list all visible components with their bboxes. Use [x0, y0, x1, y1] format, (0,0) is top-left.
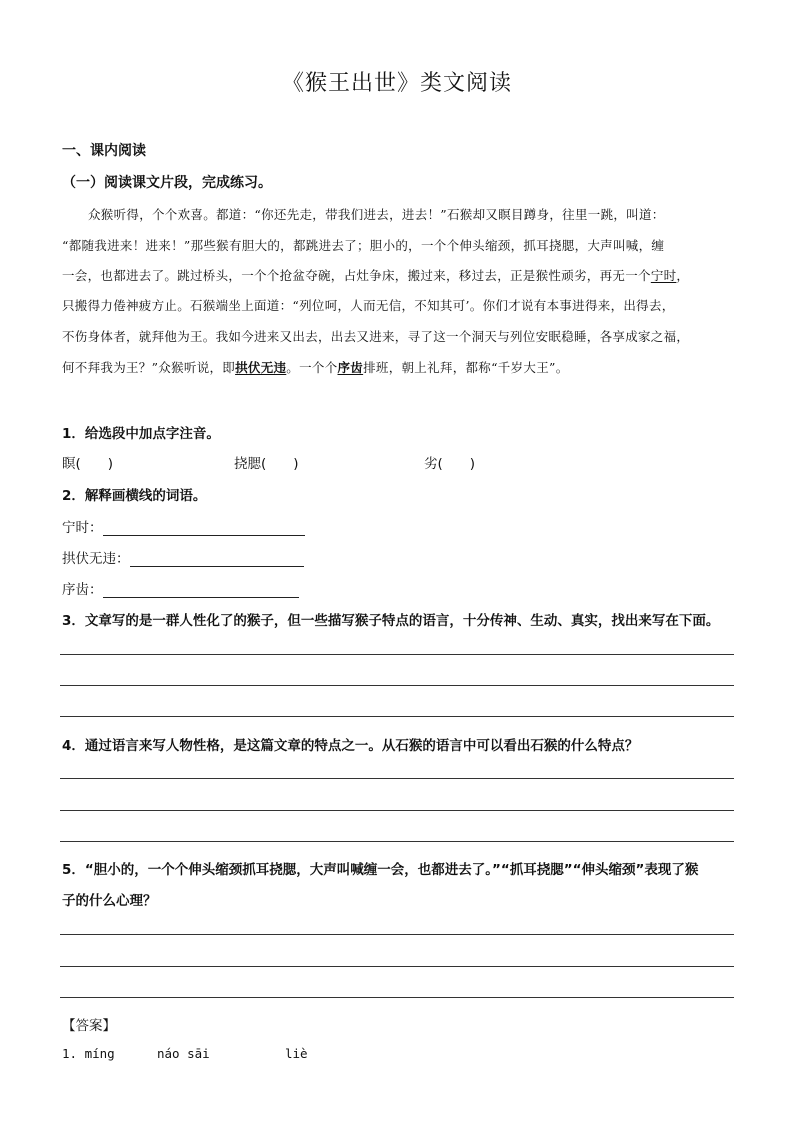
passage-text: ，: [676, 268, 690, 283]
answer-entry: liè: [285, 1046, 308, 1061]
underlined-word: 拱伏无违: [235, 360, 287, 375]
answer-line[interactable]: [60, 810, 734, 811]
answer-entry: náo sāi: [157, 1046, 210, 1061]
answer-line[interactable]: [60, 685, 734, 686]
passage-line: 众猴听得，个个欢喜。都道：“你还先走，带我们进去，进去！”石猴却又瞑目蹲身，往里一跳，叫道：: [88, 207, 665, 222]
answer-line[interactable]: [60, 934, 734, 935]
definition-label: 序齿：: [62, 582, 103, 598]
section-heading: 一、课内阅读: [62, 143, 146, 159]
passage-text: 一会，也都进去了。跳过桥头，一个个抢盆夺碗，占灶争床，搬过来，移过去，正是猴性顽劣，再无一个: [62, 268, 651, 283]
answer-line[interactable]: [60, 716, 734, 717]
passage-line: 只搬得力倦神疲方止。石猴端坐上面道：“列位呵，人而无信，不知其可’。你们才说有本事进得来，出得去，: [62, 298, 675, 313]
passage-line: [62, 266, 689, 284]
underlined-word: 宁时: [650, 268, 677, 283]
answer-blank[interactable]: [130, 552, 304, 567]
definition-label: 宁时：: [62, 520, 103, 536]
definition-item: [62, 578, 299, 598]
question-2: 2．解释画横线的词语。: [62, 488, 207, 504]
subsection-heading: （一）阅读课文片段，完成练习。: [62, 175, 272, 191]
answer-label: 【答案】: [62, 1018, 116, 1034]
passage-line: 不伤身体者，就拜他为王。我如今进来又出去，出去又进来，寻了这一个洞天与列位安眠稳睡，各享成家之福，: [62, 329, 690, 344]
answer-blank[interactable]: [103, 583, 299, 598]
passage-text: 。一个个: [286, 360, 338, 375]
pinyin-item: 劣( ): [424, 456, 476, 472]
question-4: 4．通过语言来写人物性格，是这篇文章的特点之一。从石猴的语言中可以看出石猴的什么特点？: [62, 738, 639, 754]
question-5-line-2: 子的什么心理？: [62, 893, 157, 909]
answer-entry: 1. míng: [62, 1046, 115, 1061]
question-1: 1．给选段中加点字注音。: [62, 426, 220, 442]
definition-item: [62, 547, 304, 567]
question-3: 3．文章写的是一群人性化了的猴子，但一些描写猴子特点的语言，十分传神、生动、真实，找出来写在下面。: [62, 613, 720, 629]
answer-line[interactable]: [60, 966, 734, 967]
passage-line: “都随我进来！进来！”那些猴有胆大的，都跳进去了；胆小的，一个个伸头缩颈，抓耳挠腮，大声叫喊，缠: [62, 238, 665, 253]
answer-line[interactable]: [60, 654, 734, 655]
underlined-word: 序齿: [337, 360, 364, 375]
passage-line: [62, 358, 569, 376]
definition-label: 拱伏无违：: [62, 551, 130, 567]
question-5-line-1: 5．“胆小的，一个个伸头缩颈抓耳挠腮，大声叫喊缠一会，也都进去了。”“抓耳挠腮”“伸头缩颈”表现了猴: [62, 862, 699, 878]
pinyin-item: 瞑( ): [62, 456, 114, 472]
page-title: 《猴王出世》类文阅读: [281, 71, 512, 96]
passage-text: 排班，朝上礼拜，都称“千岁大王”。: [363, 360, 569, 375]
answer-blank[interactable]: [103, 521, 305, 536]
answer-line[interactable]: [60, 841, 734, 842]
definition-item: [62, 516, 305, 536]
answer-line[interactable]: [60, 997, 734, 998]
pinyin-item: 挠腮( ): [234, 456, 299, 472]
passage-text: 何不拜我为王？”众猴听说，即: [62, 360, 236, 375]
answer-line[interactable]: [60, 778, 734, 779]
